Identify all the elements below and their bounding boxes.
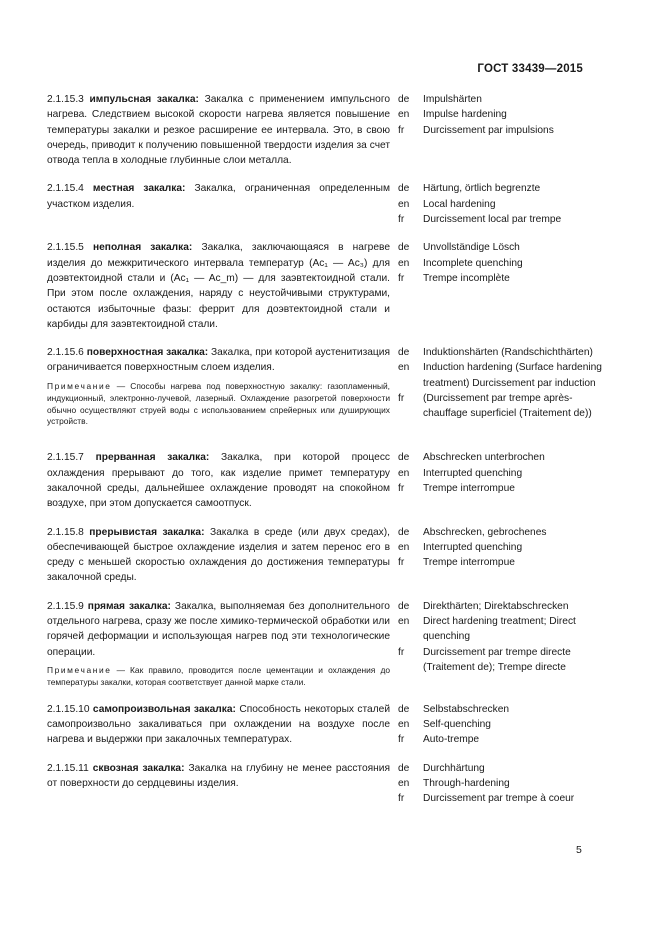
lang-code: de: [398, 526, 410, 538]
translation-row: [398, 540, 603, 555]
lang-code: de: [398, 94, 410, 105]
term-number: 2.1.15.10: [47, 703, 90, 715]
translation-row: [398, 450, 603, 465]
note-text: — Способы нагрева под поверхностную закалку: газопламенный, индукционный, электронно-лучевой, лазерный. Охлаждение разогретой поверхности обычно осуществляют струей воды с использованием спрейерных или душирующих устройств.: [47, 380, 390, 427]
translation-text: (Durcissement par trempe après-chauffage superficiel (Traitement de)): [423, 393, 592, 420]
term-number: 2.1.15.8: [47, 526, 84, 538]
translation-row: [398, 107, 603, 122]
lang-code: de: [398, 600, 410, 612]
translation-text: Trempe interrompue: [423, 482, 515, 494]
translation-row: [398, 212, 603, 227]
term-entry: [47, 599, 607, 689]
translation-text: Direkthärten; Direktabschrecken: [423, 600, 569, 612]
lang-code: fr: [398, 557, 405, 569]
translation-row: [398, 466, 603, 481]
lang-code: en: [398, 777, 410, 789]
term-number: 2.1.15.9: [47, 600, 84, 612]
term-definition-block: [47, 181, 390, 227]
translation-text: Durcissement par impulsions: [423, 124, 554, 136]
translation-row: [398, 481, 603, 496]
term-entry: [47, 450, 607, 511]
lang-code: de: [398, 242, 410, 254]
term-number: 2.1.15.7: [47, 452, 84, 464]
translation-text: Incomplete quenching: [423, 257, 523, 269]
translation-text: Abschrecken, gebrochenes: [423, 526, 547, 538]
translation-row: [398, 702, 603, 717]
translations: [398, 761, 603, 807]
note-text: — Как правило, проводится после цементации и охлаждения до температуры закалки, которая соответствует данной марке стали.: [47, 664, 390, 687]
term-entry: [47, 761, 607, 807]
translation-row: [398, 555, 603, 570]
translation-text: Self-quenching: [423, 719, 491, 731]
term-definition: Способность некоторых сталей самопроизвольно закаливаться при охлаждении на воздухе после нагрева и выдержки при закалочных температурах.: [47, 703, 391, 746]
note-label: Примечание: [47, 380, 112, 391]
lang-code: fr: [398, 734, 405, 746]
term-definition-block: [47, 599, 390, 689]
term-definition: Закалка, выполняемая без дополнительного отдельного нагрева, сразу же после химико-термической обработки или горячей деформации и использующая нагрев под эти технологические операции.: [47, 600, 390, 658]
translation-text: Through-hardening: [423, 777, 510, 789]
lang-code: de: [398, 703, 410, 715]
translation-row: [398, 599, 603, 614]
translation-row: [398, 717, 603, 732]
translation-text: Durcissement par trempe à coeur: [423, 793, 575, 805]
term-entry: [47, 525, 607, 586]
note-label: Примечание: [47, 664, 112, 675]
translations: [398, 702, 603, 748]
translation-text: Direct hardening treatment; Direct quenching: [423, 616, 576, 643]
lang-code: en: [398, 109, 410, 121]
lang-code: fr: [398, 793, 405, 805]
lang-code: en: [398, 362, 410, 374]
term-number: 2.1.15.3: [47, 94, 84, 105]
term-note: [47, 665, 390, 689]
lang-code: en: [398, 541, 410, 553]
translation-row: [398, 123, 603, 138]
translation-text: Unvollständige Lösch: [423, 242, 520, 254]
translation-row: [398, 360, 603, 391]
translation-text: Interrupted quenching: [423, 467, 523, 479]
term-definition-block: [47, 450, 390, 511]
lang-code: en: [398, 198, 410, 210]
translation-text: Induction hardening (Surface hardening treatment) Durcissement par induction: [423, 362, 602, 389]
term-title: прерывистая закалка:: [89, 526, 205, 538]
translation-text: Induktionshärten (Randschichthärten): [423, 347, 593, 359]
translation-text: Auto-trempe: [423, 734, 480, 746]
translation-row: [398, 271, 603, 286]
term-definition: Закалка на глубину не менее расстояния от поверхности до сердцевины изделия.: [47, 762, 390, 789]
translation-row: [398, 256, 603, 271]
term-definition-block: [47, 525, 390, 586]
lang-code: de: [398, 452, 410, 464]
translation-row: [398, 197, 603, 212]
translation-text: Durchhärtung: [423, 762, 485, 774]
standard-header: ГОСТ 33439—2015: [477, 63, 583, 75]
translation-row: [398, 181, 603, 196]
lang-code: fr: [398, 214, 405, 226]
lang-code: en: [398, 257, 410, 269]
lang-code: en: [398, 467, 410, 479]
translations: [398, 181, 603, 227]
translation-row: [398, 345, 603, 360]
terms-list: [47, 92, 607, 820]
translation-text: Impulse hardening: [423, 109, 507, 121]
translation-row: [398, 776, 603, 791]
term-entry: [47, 345, 607, 428]
term-definition: Закалка, заключающаяся в нагреве изделия до межкритического интервала температур (Ac₁ — Ac₃) для доэвтектоидной стали и (Ac₁ — Ac_m) — для заэвтектоидной стали. При этом после охлаждения, наряду с неустойчивыми структурами, остаются избыточные фазы: феррит для доэвтектоидной стали и карбиды для заэвтектоидной стали.: [47, 242, 390, 330]
translation-text: Impulshärten: [423, 94, 482, 105]
lang-code: de: [398, 183, 410, 195]
term-definition: Закалка в среде (или двух средах), обеспечивающей быстрое охлаждение изделия и затем перенос его в среду с меньшей скоростью охлаждения до достижения температуры закалочной среды.: [47, 526, 391, 584]
term-definition-block: [47, 240, 390, 332]
term-title: местная закалка:: [92, 183, 186, 195]
term-definition-block: [47, 702, 390, 748]
term-definition: Закалка, ограниченная определенным участком изделия.: [47, 183, 390, 210]
term-entry: [47, 702, 607, 748]
translation-row: [398, 645, 603, 676]
term-title: прерванная закалка:: [95, 452, 210, 464]
translation-row: [398, 92, 603, 107]
term-title: неполная закалка:: [92, 242, 193, 254]
lang-code: fr: [398, 646, 405, 658]
translations: [398, 525, 603, 586]
translation-row: [398, 761, 603, 776]
term-title: самопроизвольная закалка:: [92, 703, 236, 715]
term-definition-block: [47, 761, 390, 807]
term-definition: Закалка, при которой аустенитизация ограничивается поверхностным слоем изделия.: [47, 347, 390, 374]
term-note: [47, 381, 390, 429]
term-entry: [47, 92, 607, 168]
translation-row: [398, 791, 603, 806]
lang-code: fr: [398, 124, 405, 136]
term-number: 2.1.15.4: [47, 183, 84, 195]
term-title: импульсная закалка:: [89, 94, 199, 105]
translation-row: [398, 240, 603, 255]
translations: [398, 92, 603, 168]
term-number: 2.1.15.6: [47, 347, 84, 359]
term-number: 2.1.15.11: [47, 762, 89, 774]
translations: [398, 240, 603, 332]
term-entry: [47, 181, 607, 227]
lang-code: de: [398, 762, 410, 774]
term-definition-block: [47, 345, 390, 428]
term-title: поверхностная закалка:: [86, 347, 209, 359]
translation-text: Durcissement par trempe directe (Traitement de); Trempe directe: [423, 646, 571, 673]
lang-code: fr: [398, 272, 405, 284]
lang-code: en: [398, 616, 410, 628]
translation-text: Trempe interrompue: [423, 557, 515, 569]
term-title: прямая закалка:: [87, 600, 171, 612]
translation-text: Durcissement local par trempe: [423, 214, 562, 226]
translation-text: Selbstabschrecken: [423, 703, 510, 715]
translation-text: Härtung, örtlich begrenzte: [423, 183, 541, 195]
term-definition: Закалка, при которой процесс охлаждения прерывают до того, как изделие примет температуру закалочной среды, дальнейшее охлаждение проводят на спокойном воздухе, при этом допускается самоотпуск.: [47, 452, 391, 510]
translations: [398, 345, 603, 428]
term-title: сквозная закалка:: [92, 762, 185, 774]
term-entry: [47, 240, 607, 332]
lang-code: fr: [398, 393, 405, 405]
lang-code: de: [398, 347, 410, 359]
translation-text: Local hardening: [423, 198, 496, 210]
translation-row: [398, 614, 603, 645]
lang-code: en: [398, 719, 410, 731]
page-number: 5: [576, 844, 582, 856]
lang-code: fr: [398, 482, 405, 494]
term-number: 2.1.15.5: [47, 242, 84, 254]
translation-text: Abschrecken unterbrochen: [423, 452, 545, 464]
translation-text: Interrupted quenching: [423, 541, 523, 553]
term-definition-block: [47, 92, 390, 168]
translation-row: [398, 391, 603, 422]
translation-text: Trempe incomplète: [423, 272, 510, 284]
translation-row: [398, 525, 603, 540]
translations: [398, 450, 603, 511]
term-definition: Закалка с применением импульсного нагрева. Следствием высокой скорости нагрева является повышение температуры закалки и резкое расширение ее интервала. Это, в свою очередь, приводит к получению повышенной твердости изделия за счет отвода тепла в холодные глубинные слои металла.: [47, 94, 390, 167]
translation-row: [398, 732, 603, 747]
translations: [398, 599, 603, 689]
